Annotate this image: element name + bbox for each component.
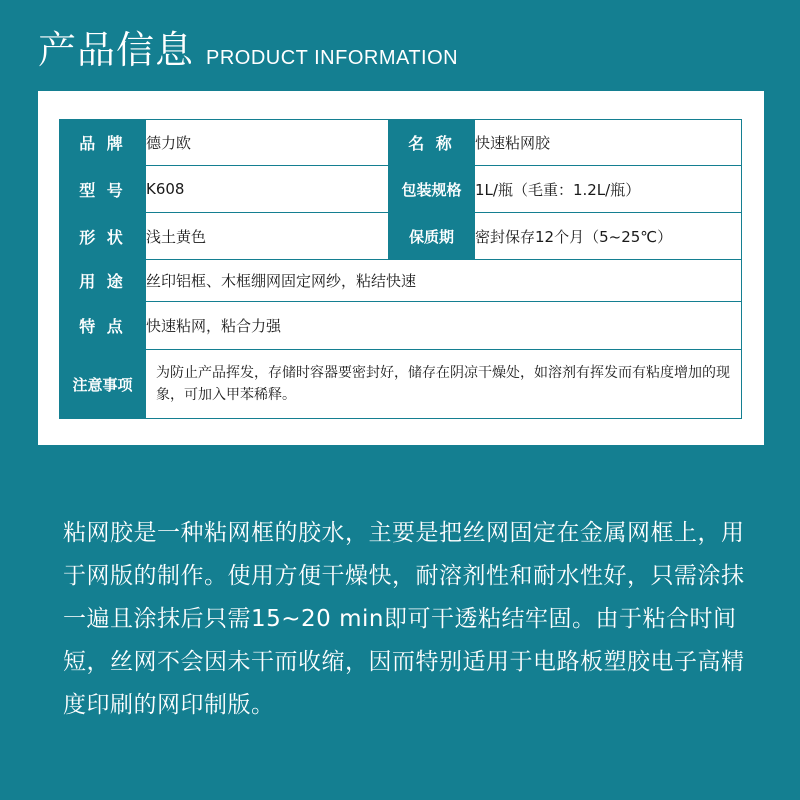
shelf-life-label: 保质期	[389, 213, 475, 260]
shelf-life-value: 密封保存12个月（5~25℃）	[475, 213, 742, 260]
usage-label: 用 途	[60, 260, 146, 302]
usage-value: 丝印铝框、木框绷网固定网纱，粘结快速	[146, 260, 742, 302]
model-value: K608	[146, 166, 389, 213]
table-row	[60, 350, 742, 419]
table-row	[60, 120, 742, 166]
feature-label: 特 点	[60, 302, 146, 350]
form-label: 形 状	[60, 213, 146, 260]
name-value: 快速粘网胶	[475, 120, 742, 166]
table-row	[60, 260, 742, 302]
package-value: 1L/瓶（毛重：1.2L/瓶）	[475, 166, 742, 213]
brand-value: 德力欧	[146, 120, 389, 166]
notes-label: 注意事项	[60, 350, 146, 419]
brand-label: 品 牌	[60, 120, 146, 166]
section-title: 产品信息	[38, 28, 195, 72]
table-row	[60, 302, 742, 350]
table-row	[60, 166, 742, 213]
section-subtitle: PRODUCT INFORMATION	[206, 47, 459, 69]
section-header	[38, 26, 458, 74]
product-info-table	[59, 119, 742, 419]
notes-value: 为防止产品挥发，存储时容器要密封好，储存在阴凉干燥处，如溶剂有挥发而有粘度增加的现象，可加入甲苯稀释。	[146, 350, 742, 419]
form-value: 浅土黄色	[146, 213, 389, 260]
model-label: 型 号	[60, 166, 146, 213]
product-description: 粘网胶是一种粘网框的胶水，主要是把丝网固定在金属网框上，用于网版的制作。使用方便干燥快，耐溶剂性和耐水性好，只需涂抹一遍且涂抹后只需15~20 min即可干透粘结牢固。由于粘合时间短，丝网不会因未干而收缩，因而特别适用于电路板塑胶电子高精度印刷的网印制版。	[63, 520, 745, 718]
info-panel	[38, 91, 764, 445]
feature-value: 快速粘网，粘合力强	[146, 302, 742, 350]
table-row	[60, 213, 742, 260]
name-label: 名 称	[389, 120, 475, 166]
package-label: 包装规格	[389, 166, 475, 213]
